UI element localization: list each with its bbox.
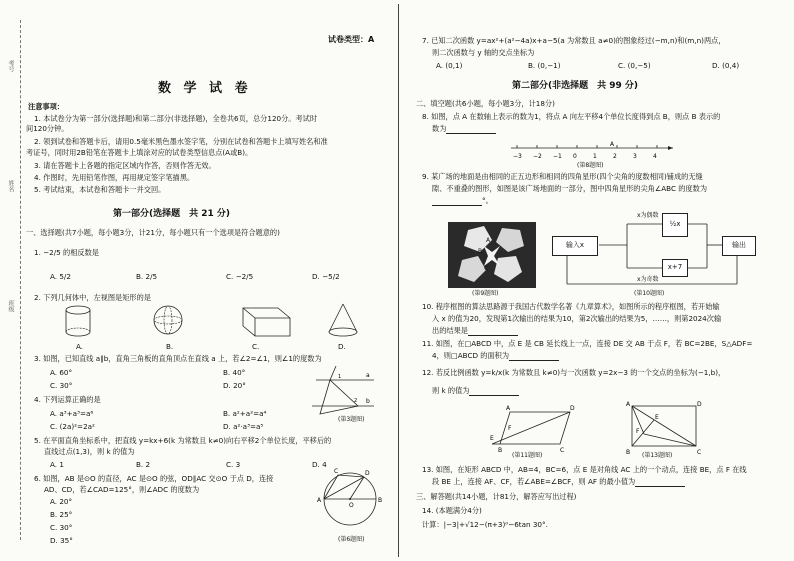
q9-tiling-photo xyxy=(448,222,536,288)
svg-text:C: C xyxy=(484,265,489,272)
q2-option-a: A. xyxy=(76,342,84,351)
svg-text:F: F xyxy=(636,428,640,435)
number-line-label: 1 xyxy=(593,153,597,160)
q6-option-a: A. 20° xyxy=(50,497,73,506)
note-2b: 考证号，同时用2B铅笔在答题卡上填涂对应的试卷类型信息点(A或B)。 xyxy=(26,148,253,157)
svg-text:A: A xyxy=(317,497,322,504)
flow-odd-label: x为奇数 xyxy=(637,276,659,283)
q7-option-a: A. (0,1) xyxy=(436,61,463,70)
svg-text:A: A xyxy=(506,405,511,412)
svg-text:a: a xyxy=(366,372,370,379)
q8-stem-1: 8. 如图，点 A 在数轴上表示的数为1，将点 A 向左平移4个单位长度得到点 B，则点 B 表示的 xyxy=(422,112,721,121)
svg-text:E: E xyxy=(655,414,659,421)
q1-option-a: A. 5/2 xyxy=(50,272,71,281)
q4-option-c: C. (2a)²=2a² xyxy=(50,422,95,431)
q10-stem-1: 10. 程序框图的算法思路源于我国古代数学名著《九章算术》，如图所示的程序框图，若开始输 xyxy=(422,302,720,311)
q6-circle-figure xyxy=(316,465,388,537)
q5-option-b: B. 2 xyxy=(136,460,151,469)
q5-option-d: D. 4 xyxy=(312,460,327,469)
flow-plus7-box: x+7 xyxy=(662,259,688,277)
number-line-label: 0 xyxy=(573,153,577,160)
q12-stem-1: 12. 若反比例函数 y=k/x(k 为常数且 k≠0)与一次函数 y=2x−3 的一个交点的坐标为(−1,b)， xyxy=(422,368,726,377)
flow-output-box: 输出 xyxy=(722,236,756,256)
q2-option-b: B. xyxy=(166,342,174,351)
svg-text:O: O xyxy=(349,502,354,509)
q3-option-b: B. 40° xyxy=(223,368,246,377)
q10-stem-3-text: 出的结果是 xyxy=(432,326,468,335)
q2-solids-figure xyxy=(58,302,368,342)
q10-answer-blank[interactable] xyxy=(468,327,518,336)
notes-title: 注意事项： xyxy=(28,102,64,111)
section1-heading: 一、选择题(共7小题，每小题3分，计21分，每小题只有一个选项是符合题意的) xyxy=(26,228,280,237)
q6-option-d: D. 35° xyxy=(50,536,73,545)
q11-stem-1: 11. 如图，在□ABCD 中，点 E 是 CB 延长线上一点，连接 DE 交 AB 于点 F，若 BC=2BE，S△ADF= xyxy=(422,339,753,348)
prism-shape xyxy=(243,308,290,336)
q7-option-c: C. (0,−5) xyxy=(618,61,651,70)
part1-title: 第一部分(选择题 共 21 分) xyxy=(113,209,231,219)
q6-option-b: B. 25° xyxy=(50,510,73,519)
q6-stem-2: AD、CD，若∠CAD=125°，则∠ADC 的度数为 xyxy=(44,485,200,494)
note-1a: 1. 本试卷分为第一部分(选择题)和第二部分(非选择题)，全卷共6页，总分120分。考试时 xyxy=(34,114,318,123)
q8-answer-blank[interactable] xyxy=(446,125,496,134)
number-line-label: −2 xyxy=(533,153,542,160)
q3-option-a: A. 60° xyxy=(50,368,73,377)
q5-option-c: C. 3 xyxy=(226,460,241,469)
sphere-shape xyxy=(154,306,182,334)
q11-caption: (第11题图) xyxy=(512,452,543,459)
q13-rectangle-figure xyxy=(624,400,704,456)
q9-degree: °。 xyxy=(482,196,493,205)
svg-text:E: E xyxy=(490,435,494,442)
q5-stem-1: 5. 在平面直角坐标系中，把直线 y=kx+6(k 为常数且 k≠0)向右平移2个单位长度，平移后的 xyxy=(34,436,332,445)
number-line-label: −3 xyxy=(513,153,522,160)
margin-label-name: 姓名 xyxy=(7,180,14,192)
q9-answer-blank[interactable] xyxy=(432,197,482,206)
svg-text:C: C xyxy=(334,468,339,475)
note-2a: 2. 领到试卷和答题卡后，请用0.5毫米黑色墨水签字笔，分别在试卷和答题卡上填写姓名和准 xyxy=(34,137,328,146)
svg-text:B: B xyxy=(626,449,631,456)
q11-answer-blank[interactable] xyxy=(509,352,559,361)
cone-shape xyxy=(329,304,357,336)
q8-caption: (第8题图) xyxy=(577,162,604,169)
svg-text:B: B xyxy=(498,447,503,452)
q13-stem-1: 13. 如图，在矩形 ABCD 中，AB=4，BC=6，点 E 是对角线 AC 上的一个动点，连接 BE，点 F 在线 xyxy=(422,465,747,474)
q4-option-a: A. a³+a³=a⁶ xyxy=(50,409,94,418)
section2-heading: 二、填空题(共6小题，每小题3分，计18分) xyxy=(416,99,555,108)
right-column xyxy=(402,0,788,561)
svg-text:2: 2 xyxy=(354,398,358,404)
svg-text:A: A xyxy=(610,141,615,148)
column-divider xyxy=(398,4,399,557)
note-3: 3. 请在答题卡上各题的指定区域内作答，否则作答无效。 xyxy=(34,161,216,170)
number-line-label: 4 xyxy=(653,153,657,160)
number-line-label: −1 xyxy=(553,153,562,160)
svg-text:D: D xyxy=(697,401,702,408)
q4-option-b: B. a²+a²=a⁴ xyxy=(223,409,267,418)
q9-stem-2: 隙、不重叠的图形，如图是该广场地面的一部分，图中四角星形的尖角∠ABC 的度数为 xyxy=(432,184,708,193)
q8-stem-2 xyxy=(432,124,496,134)
q9-stem-1: 9. 某广场的地面是由相同的正五边形和相同的四角星形(四个尖角的度数相同)铺成的无缝 xyxy=(422,172,703,181)
q13-caption: (第13题图) xyxy=(642,452,673,459)
svg-text:F: F xyxy=(508,425,512,432)
q9-caption: (第9题图) xyxy=(472,290,499,297)
q7-stem-2: 则二次函数与 y 轴的交点坐标为 xyxy=(432,48,535,57)
part2-title: 第二部分(非选择题 共 99 分) xyxy=(512,81,639,91)
svg-text:1: 1 xyxy=(338,374,342,380)
section3-heading: 三、解答题(共14小题，计81分，解答应写出过程) xyxy=(416,492,577,501)
exam-type: 试卷类型：A xyxy=(328,35,375,44)
svg-text:A: A xyxy=(626,401,631,408)
q5-stem-2: 直线过点(1,3)，则 k 的值为 xyxy=(44,447,135,456)
q4-option-d: D. a²·a³=a⁵ xyxy=(223,422,264,431)
svg-text:B: B xyxy=(378,497,383,504)
q3-stem: 3. 如图，已知直线 a∥b，直角三角板的直角顶点在直线 a 上，若∠2=∠1，则∠1的度数为 xyxy=(34,354,322,363)
q9-stem-3 xyxy=(432,196,493,206)
q5-option-a: A. 1 xyxy=(50,460,64,469)
q3-option-d: D. 20° xyxy=(223,381,246,390)
note-1b: 间120分钟。 xyxy=(26,124,69,133)
exam-title: 数 学 试 卷 xyxy=(158,81,252,96)
q6-option-c: C. 30° xyxy=(50,523,73,532)
svg-text:A: A xyxy=(486,237,491,244)
q11-parallelogram-figure xyxy=(490,402,580,452)
q10-stem-3 xyxy=(432,326,518,336)
q2-option-c: C. xyxy=(252,342,260,351)
q12-answer-blank[interactable] xyxy=(469,387,519,396)
q7-stem-1: 7. 已知二次函数 y=ax²+(a²−4a)x+a−5(a 为常数且 a≠0)的图象经过(−m,n)和(m,n)两点， xyxy=(422,36,726,45)
q13-stem-2-text: 段 BE 上，连接 AF、CF，若∠ABE=∠BCF，则 AF 的最小值为 xyxy=(432,477,636,486)
q2-stem: 2. 下列几何体中，左视图是矩形的是 xyxy=(34,293,151,302)
svg-text:C: C xyxy=(560,447,565,452)
q1-stem: 1. −2/5 的相反数是 xyxy=(34,248,99,257)
q12-stem-2-text: 则 k 的值为 xyxy=(432,386,470,395)
q7-option-d: D. (0,4) xyxy=(712,61,740,70)
number-line-label: 2 xyxy=(613,153,617,160)
q3-figure xyxy=(308,362,378,422)
q12-stem-2 xyxy=(432,386,519,396)
q3-option-c: C. 30° xyxy=(50,381,73,390)
number-line-label: 3 xyxy=(633,153,637,160)
svg-text:D: D xyxy=(570,405,575,412)
q10-stem-2: 入 x 的值为20，发现第1次输出的结果为10，第2次输出的结果为5，……，则第2024次输 xyxy=(432,314,722,323)
note-5: 5. 考试结束，本试卷和答题卡一并交回。 xyxy=(34,185,166,194)
q1-option-b: B. 2/5 xyxy=(136,272,158,281)
cylinder-shape xyxy=(66,306,90,336)
q11-stem-2-text: 4，则□ABCD 的面积为 xyxy=(432,351,510,360)
flow-even-label: x为偶数 xyxy=(637,212,659,219)
svg-text:C: C xyxy=(697,449,702,456)
q8-stem-2-text: 数为 xyxy=(432,124,447,133)
flow-half-box: ½x xyxy=(662,213,688,237)
margin-label-class: 班级 xyxy=(7,300,14,312)
svg-text:D: D xyxy=(365,470,370,477)
q4-stem: 4. 下列运算正确的是 xyxy=(34,395,101,404)
q8-number-line xyxy=(507,138,677,162)
left-column xyxy=(8,0,396,561)
q6-caption: (第6题图) xyxy=(338,536,365,543)
svg-text:b: b xyxy=(366,398,370,405)
q7-option-b: B. (0,−1) xyxy=(528,61,561,70)
q6-stem-1: 6. 如图，AB 是⊙O 的直径，AC 是⊙O 的弦，OD∥AC 交⊙O 于点 D，连接 xyxy=(34,474,274,483)
q11-stem-2 xyxy=(432,351,559,361)
q1-option-c: C. −2/5 xyxy=(226,272,254,281)
q2-option-d: D. xyxy=(338,342,346,351)
note-4: 4. 作图时，先用铅笔作图，再用规定签字笔描黑。 xyxy=(34,173,195,182)
svg-text:B: B xyxy=(478,248,483,255)
q13-answer-blank[interactable] xyxy=(635,478,685,487)
q14-stem: 14. (本题满分4分) xyxy=(422,506,482,515)
q10-caption: (第10题图) xyxy=(634,290,665,297)
q13-stem-2 xyxy=(432,477,685,487)
q14-calc: 计算：|−3|+√12−(π+3)⁰−6tan 30°. xyxy=(422,520,548,529)
margin-label-id: 考号 xyxy=(7,60,14,72)
flow-input-box: 输入x xyxy=(552,236,598,256)
q3-caption: (第3题图) xyxy=(338,416,365,423)
q1-option-d: D. −5/2 xyxy=(312,272,340,281)
